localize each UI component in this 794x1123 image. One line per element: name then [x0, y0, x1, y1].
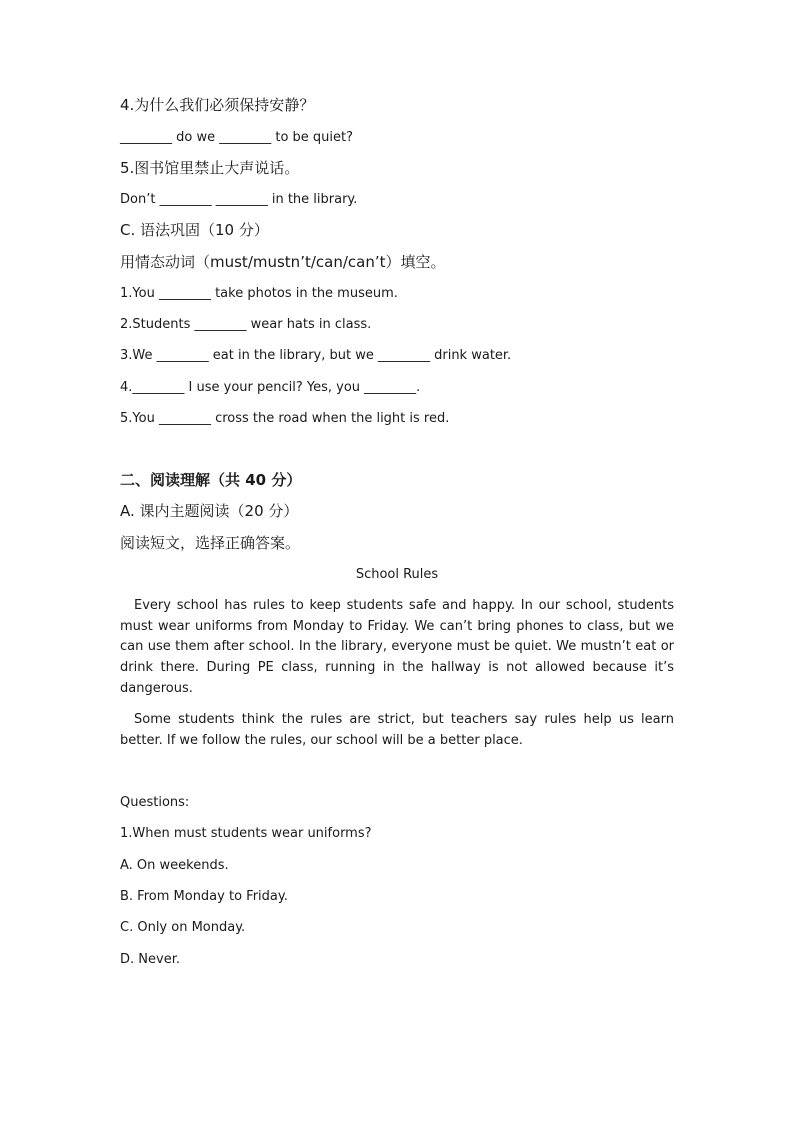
question-4-chinese: 4.为什么我们必须保持安静？: [120, 96, 315, 114]
option-d: D. Never.: [120, 952, 180, 967]
part-2-heading: 二、阅读理解（共 40 分）: [120, 471, 302, 489]
grammar-item-5: 5.You ________ cross the road when the light is red.: [120, 411, 450, 426]
question-4-english-blank: ________ do we ________ to be quiet?: [120, 130, 354, 145]
question-5-chinese: 5.图书馆里禁止大声说话。: [120, 159, 300, 177]
section-c-instruction: 用情态动词（must/mustn’t/can/can’t）填空。: [120, 253, 446, 271]
option-c: C. Only on Monday.: [120, 920, 246, 935]
question-1: 1.When must students wear uniforms?: [120, 826, 372, 841]
grammar-item-4: 4.________ I use your pencil? Yes, you ________.: [120, 380, 421, 395]
section-a-title: A. 课内主题阅读（20 分）: [120, 502, 299, 520]
reading-instruction: 阅读短文，选择正确答案。: [120, 534, 301, 552]
option-a: A. On weekends.: [120, 858, 229, 873]
questions-label: Questions:: [120, 795, 190, 810]
grammar-item-2: 2.Students ________ wear hats in class.: [120, 317, 372, 332]
passage-title: School Rules: [355, 567, 439, 582]
option-b: B. From Monday to Friday.: [120, 889, 288, 904]
grammar-item-3: 3.We ________ eat in the library, but we ________ drink water.: [120, 348, 512, 363]
section-c-title: C. 语法巩固（10 分）: [120, 221, 269, 239]
question-5-english-blank: Don’t ________ ________ in the library.: [120, 192, 358, 207]
grammar-item-1: 1.You ________ take photos in the museum.: [120, 286, 398, 301]
passage-paragraph-1: Every school has rules to keep students safe and happy. In our school, students must wear uniforms from Monday to Friday. We can’t bring phones to class, but we can use them after school. In the library, everyone must be quiet. We mustn’t eat or drink there. During PE class, running in the hallway is not allowed because it’s dangerous.: [120, 598, 674, 696]
passage-paragraph-2: Some students think the rules are strict, but teachers say rules help us learn better. If we follow the rules, our school will be a better place.: [120, 712, 674, 748]
